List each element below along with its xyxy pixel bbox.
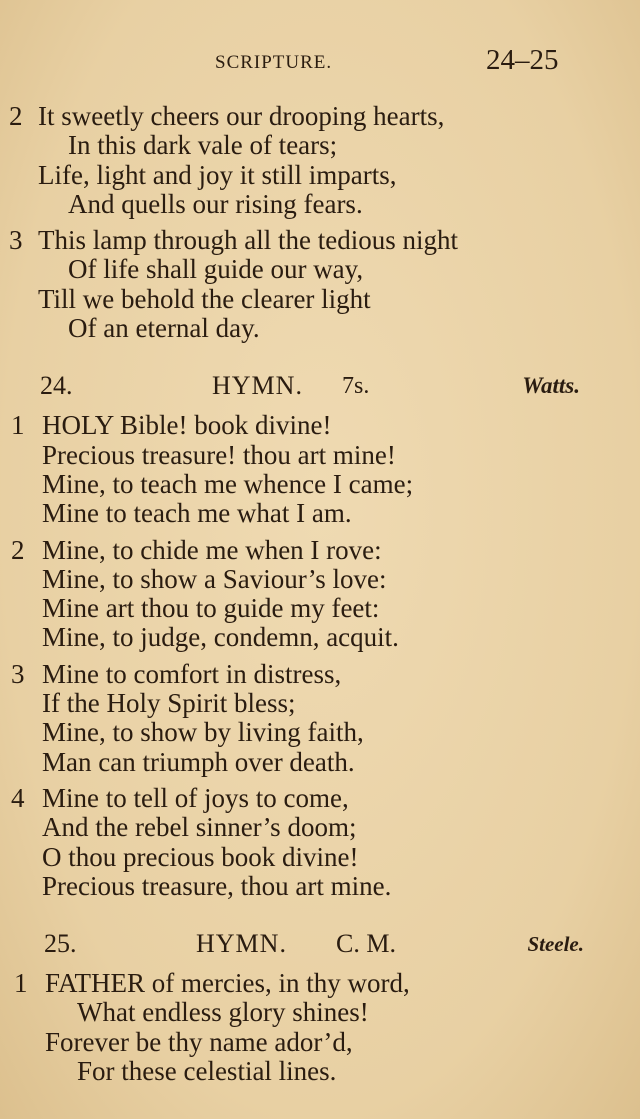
stanza-group (0, 969, 640, 1086)
stanza-number: 4 (11, 782, 25, 813)
hymn-heading (0, 371, 640, 401)
verse-line: It sweetly cheers our drooping hearts, (38, 101, 445, 131)
verse-line: Mine to tell of joys to come, (42, 782, 349, 813)
verse-line: HOLY Bible! book divine! (42, 410, 332, 441)
verse-line: Mine to comfort in distress, (42, 658, 342, 689)
stanza (0, 536, 640, 653)
verse-line: If the Holy Spirit bless; (42, 688, 296, 719)
verse-line: Precious treasure! thou art mine! (42, 439, 396, 470)
verse-line: What endless glory shines! (77, 997, 369, 1028)
hymn-author: Steele. (527, 932, 584, 957)
verse-line: Life, light and joy it still imparts, (38, 159, 397, 190)
verse-line: Mine art thou to guide my feet: (42, 593, 380, 624)
stanza-group (0, 411, 640, 901)
verse-line: And quells our rising fears. (68, 188, 363, 219)
verse-line: Precious treasure, thou art mine. (42, 870, 392, 901)
verse-line: Forever be thy name ador’d, (45, 1026, 353, 1057)
verse-line: Mine, to judge, condemn, acquit. (42, 622, 399, 653)
stanza-number: 3 (9, 225, 23, 256)
verse-line: Mine, to chide me when I rove: (42, 534, 382, 565)
verse-line: For these celestial lines. (77, 1056, 337, 1087)
verse-line: In this dark vale of tears; (68, 130, 338, 161)
running-head: SCRIPTURE. (215, 52, 333, 73)
stanza-number: 1 (14, 968, 28, 999)
verse-line: Mine, to show by living faith, (42, 717, 364, 748)
hymn-heading (0, 929, 640, 959)
hymn-number: 25. (44, 929, 77, 959)
hymn-range: 24–25 (486, 44, 559, 76)
stanza (0, 660, 640, 777)
hymn-number: 24. (40, 371, 73, 401)
stanza-number: 3 (11, 658, 25, 689)
page-body (0, 102, 640, 1086)
stanza (0, 784, 640, 901)
stanza-number: 1 (11, 410, 25, 441)
verse-line: Of an eternal day. (68, 313, 260, 344)
hymn-title: HYMN. (196, 929, 287, 959)
stanza (0, 226, 640, 343)
verse-line: Of life shall guide our way, (68, 254, 364, 285)
verse-line: Mine to teach me what I am. (42, 498, 352, 529)
verse-line: Mine, to show a Saviour’s love: (42, 563, 387, 594)
verse-line: Till we behold the clearer light (38, 283, 371, 314)
stanza-number: 2 (11, 534, 25, 565)
stanza-number: 2 (9, 101, 23, 131)
hymn-meter: 7s. (342, 373, 370, 400)
verse-line: This lamp through all the tedious night (38, 225, 458, 256)
hymn-meter: C. M. (336, 929, 396, 959)
hymn-title: HYMN. (212, 371, 303, 401)
stanza-group (0, 102, 640, 343)
stanza (0, 411, 640, 528)
verse-line: And the rebel sinner’s doom; (42, 812, 357, 843)
page-header (0, 44, 640, 80)
stanza (0, 102, 640, 219)
verse-line: FATHER of mercies, in thy word, (45, 968, 410, 999)
stanza (0, 969, 640, 1086)
verse-line: Man can triumph over death. (42, 746, 355, 777)
hymn-author: Watts. (522, 373, 580, 399)
verse-line: O thou precious book divine! (42, 841, 359, 872)
verse-line: Mine, to teach me whence I came; (42, 468, 414, 499)
